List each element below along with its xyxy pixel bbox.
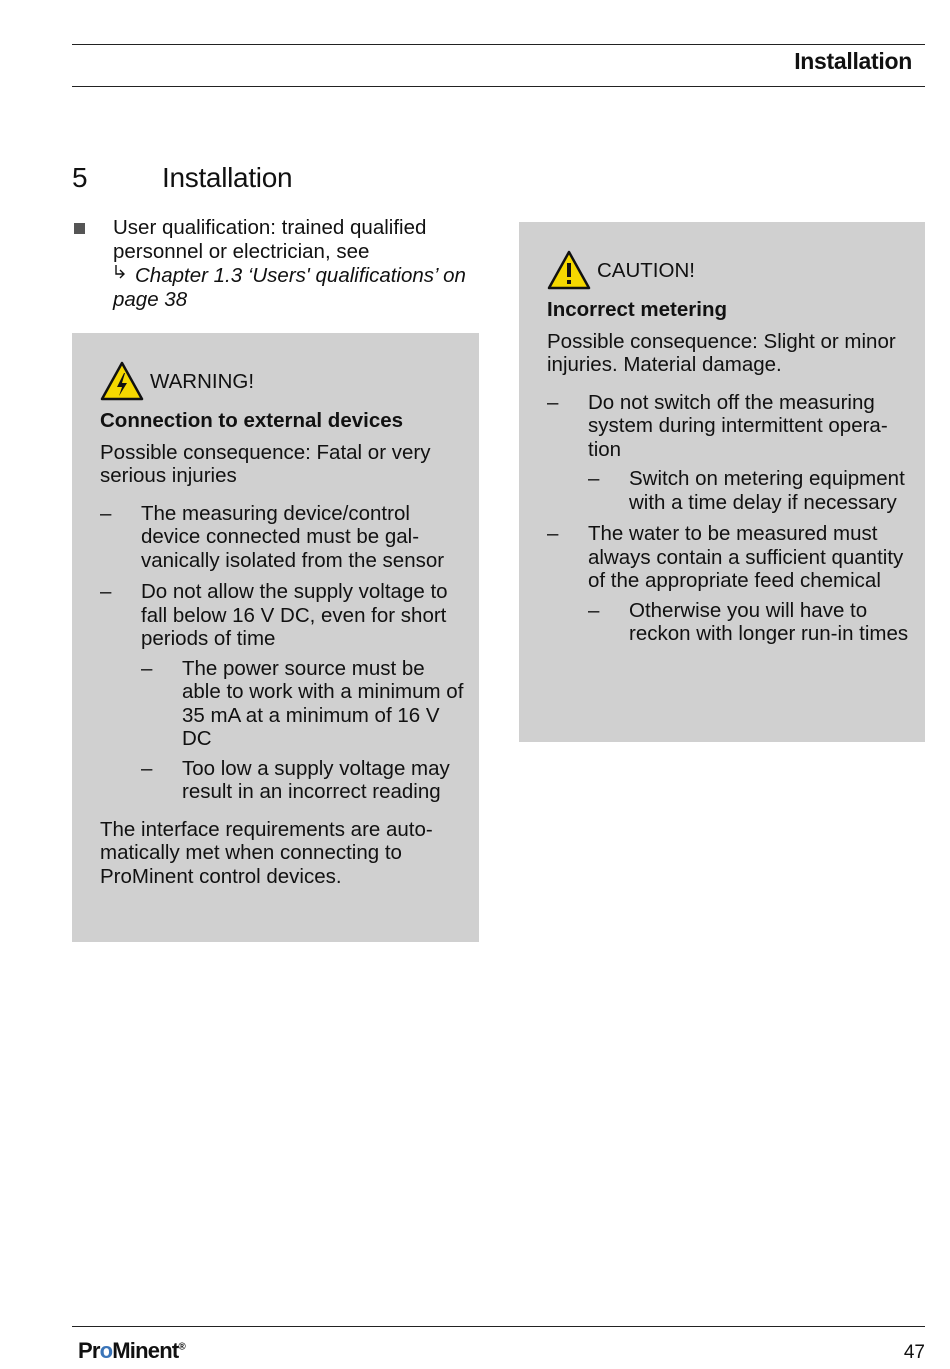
warning-box xyxy=(72,333,479,942)
warning-list xyxy=(100,502,465,804)
caution-sublist xyxy=(588,599,911,646)
electrical-hazard-warning-icon xyxy=(100,361,144,401)
warning-consequence: Possible consequence: Fatal or very serious injuries xyxy=(100,440,431,487)
header-top-rule xyxy=(72,44,925,45)
caution-consequence: Possible consequence: Slight or minor injuries. Material damage. xyxy=(547,329,896,376)
caution-box xyxy=(519,222,925,742)
user-qualification-item xyxy=(72,216,472,312)
caution-list xyxy=(547,391,911,646)
running-header-title: Installation xyxy=(794,48,912,74)
warning-note: The interface requirements are automatically met when connecting to ProMinent control devices. xyxy=(100,817,433,888)
list-item: – Too low a supply voltage may result in an incorrect reading xyxy=(141,757,465,804)
warning-sublist xyxy=(141,657,465,804)
list-item: – Switch on metering equipment with a time delay if necessary xyxy=(588,467,911,514)
footer-rule xyxy=(72,1326,925,1327)
cross-reference-arrow-icon xyxy=(113,264,135,288)
chapter-title: Installation xyxy=(162,162,293,193)
general-caution-icon xyxy=(547,250,591,290)
page-number: 47 xyxy=(903,1342,925,1363)
header-bottom-rule xyxy=(72,86,925,87)
list-item: – The power source must be able to work with a minimum of 35 mA at a minimum of 16 V DC xyxy=(141,657,465,751)
list-item: – Do not allow the supply voltage to fall below 16 V DC, even for short periods of time – The power source must be able to work with a minimum of 35 mA at a minimum of 16 V DC – Too low a supply voltage may result in an incorrect reading xyxy=(100,580,465,804)
chapter-reference-link[interactable]: Chapter 1.3 ‘Users' qualifications’ on page 38 xyxy=(113,264,466,311)
list-item: – Do not switch off the measuring system during intermittent operation – Switch on metering equipment with a time delay if necessary xyxy=(547,391,911,515)
caution-sublist xyxy=(588,467,911,514)
list-item: – The water to be measured must always contain a sufficient quantity of the appropriate feed chemical – Otherwise you will have to reckon with longer run-in times xyxy=(547,522,911,646)
bullet-square-icon xyxy=(74,223,85,234)
caution-heading: Incorrect metering xyxy=(547,298,727,321)
prominent-logo: ProMinent® xyxy=(78,1338,186,1363)
list-item: – Otherwise you will have to reckon with longer run-in times xyxy=(588,599,911,646)
list-item: – The measuring device/control device connected must be galvanically isolated from the sensor xyxy=(100,502,465,573)
warning-signal-word: WARNING! xyxy=(150,370,255,393)
caution-signal-word: CAUTION! xyxy=(597,259,695,282)
qualification-text: User qualification: trained qualified personnel or electrician, see xyxy=(113,216,427,263)
chapter-number: 5 xyxy=(72,162,88,193)
warning-heading: Connection to external devices xyxy=(100,409,404,432)
